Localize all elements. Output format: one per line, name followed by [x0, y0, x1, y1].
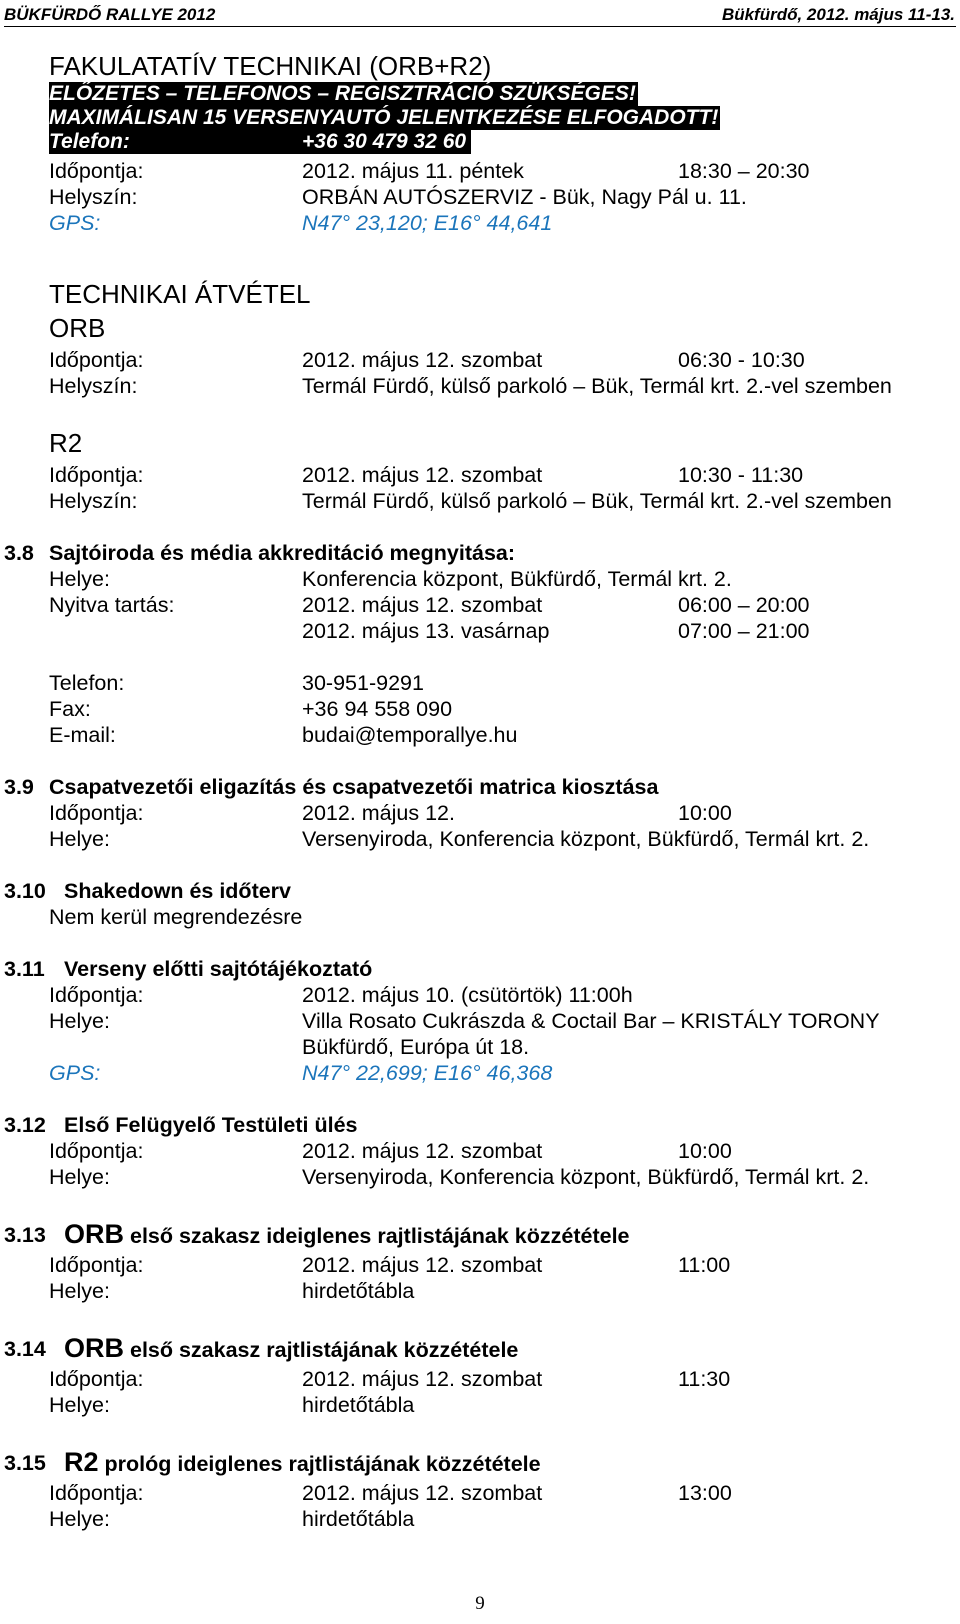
place-value: Versenyiroda, Konferencia központ, Bükfürdő, Termál krt. 2. — [302, 1165, 870, 1189]
section-number: 3.13 — [4, 1223, 46, 1247]
section-title-text: első szakasz rajtlistájának közzététele — [129, 1338, 519, 1362]
orb-time-date: 2012. május 12. szombat — [302, 348, 543, 372]
section-number: 3.10 — [4, 879, 46, 903]
section-title — [64, 1446, 541, 1480]
section-number: 3.9 — [4, 775, 34, 799]
time-date: 2012. május 11. péntek — [302, 159, 524, 183]
open-date-2: 2012. május 13. vasárnap — [302, 619, 550, 643]
time-label: Időpontja: — [49, 1481, 144, 1505]
technikai-title: TECHNIKAI ÁTVÉTEL — [49, 279, 311, 309]
r2-place-value: Termál Fürdő, külső parkoló – Bük, Termál krt. 2.-vel szemben — [302, 489, 892, 513]
orb-heading: ORB — [49, 313, 106, 343]
section-title: Shakedown és időterv — [64, 879, 292, 903]
r2-time-date: 2012. május 12. szombat — [302, 463, 543, 487]
open-hours-1: 06:00 – 20:00 — [678, 593, 810, 617]
place-label: Helye: — [49, 567, 110, 591]
phone-label: Telefon: — [49, 130, 130, 153]
section-title: Verseny előtti sajtótájékoztató — [64, 957, 373, 981]
place-label: Helye: — [49, 1507, 110, 1531]
gps-label: GPS: — [49, 1061, 101, 1085]
orb-place-value: Termál Fürdő, külső parkoló – Bük, Termál krt. 2.-vel szemben — [302, 374, 892, 398]
r2-time-label: Időpontja: — [49, 463, 144, 487]
orb-time-hours: 06:30 - 10:30 — [678, 348, 805, 372]
place-label: Helye: — [49, 1009, 110, 1033]
section-title — [64, 1218, 630, 1252]
section-title: Sajtóiroda és média akkreditáció megnyitása: — [49, 541, 516, 565]
time-label: Időpontja: — [49, 801, 144, 825]
gps-label: GPS: — [49, 211, 101, 235]
time-value: 2012. május 10. (csütörtök) 11:00h — [302, 983, 633, 1007]
time-hours: 10:00 — [678, 801, 732, 825]
orb-time-label: Időpontja: — [49, 348, 144, 372]
section-number: 3.14 — [4, 1337, 46, 1361]
place-value: hirdetőtábla — [302, 1279, 415, 1303]
time-date: 2012. május 12. szombat — [302, 1139, 543, 1163]
time-date: 2012. május 12. szombat — [302, 1253, 543, 1277]
limit-banner: MAXIMÁLISAN 15 VERSENYAUTÓ JELENTKEZÉSE ELFOGADOTT! — [49, 106, 719, 129]
fax-value: +36 94 558 090 — [302, 697, 453, 721]
place-label: Helye: — [49, 1165, 110, 1189]
time-date: 2012. május 12. szombat — [302, 1481, 543, 1505]
time-label: Időpontja: — [49, 983, 144, 1007]
section-title-text: első szakasz ideiglenes rajtlistájának közzététele — [129, 1224, 630, 1248]
registration-banner: ELŐZETES – TELEFONOS – REGISZTRÁCIÓ SZÜKSÉGES! — [49, 82, 636, 105]
phone-value: 30-951-9291 — [302, 671, 424, 695]
time-hours: 10:00 — [678, 1139, 732, 1163]
r2-time-hours: 10:30 - 11:30 — [678, 463, 804, 487]
place-value: Versenyiroda, Konferencia központ, Bükfürdő, Termál krt. 2. — [302, 827, 870, 851]
open-label: Nyitva tartás: — [49, 593, 175, 617]
place-label: Helyszín: — [49, 185, 138, 209]
place-value: hirdetőtábla — [302, 1507, 415, 1531]
time-label: Időpontja: — [49, 1139, 144, 1163]
r2-heading: R2 — [49, 428, 83, 458]
section-title — [64, 1332, 518, 1366]
time-label: Időpontja: — [49, 1253, 144, 1277]
gps-value: N47° 22,699; E16° 46,368 — [302, 1061, 553, 1085]
place-label: Helye: — [49, 1279, 110, 1303]
section-title: Csapatvezetői eligazítás és csapatvezetői matrica kiosztása — [49, 775, 659, 799]
place-line-1: Villa Rosato Cukrászda & Coctail Bar – KRISTÁLY TORONY — [302, 1009, 880, 1033]
time-hours: 11:00 — [678, 1253, 731, 1277]
section-number: 3.11 — [4, 957, 45, 981]
r2-place-label: Helyszín: — [49, 489, 138, 513]
section-number: 3.15 — [4, 1451, 46, 1475]
orb-place-label: Helyszín: — [49, 374, 138, 398]
open-hours-2: 07:00 – 21:00 — [678, 619, 810, 643]
time-label: Időpontja: — [49, 1367, 144, 1391]
gps-value: N47° 23,120; E16° 44,641 — [302, 211, 553, 235]
place-value: ORBÁN AUTÓSZERVIZ - Bük, Nagy Pál u. 11. — [302, 185, 747, 209]
class-label: ORB — [64, 1333, 124, 1363]
phone-banner — [49, 130, 471, 154]
time-date: 2012. május 12. szombat — [302, 1367, 543, 1391]
phone-value: +36 30 479 32 60 — [302, 130, 467, 153]
section-title-text: prológ ideiglenes rajtlistájának közzététele — [104, 1452, 541, 1476]
header-left: BÜKFÜRDŐ RALLYE 2012 — [4, 5, 216, 24]
email-link[interactable]: budai@temporallye.hu — [302, 723, 518, 747]
email-label: E-mail: — [49, 723, 116, 747]
place-line-2: Bükfürdő, Európa út 18. — [302, 1035, 530, 1059]
section-title: Első Felügyelő Testületi ülés — [64, 1113, 358, 1137]
open-date-1: 2012. május 12. szombat — [302, 593, 543, 617]
section-number: 3.8 — [4, 541, 34, 565]
phone-label: Telefon: — [49, 671, 125, 695]
place-label: Helye: — [49, 827, 110, 851]
section-number: 3.12 — [4, 1113, 46, 1137]
time-date: 2012. május 12. — [302, 801, 455, 825]
time-hours: 18:30 – 20:30 — [678, 159, 810, 183]
class-label: ORB — [64, 1219, 124, 1249]
time-hours: 13:00 — [678, 1481, 732, 1505]
fax-label: Fax: — [49, 697, 91, 721]
time-hours: 11:30 — [678, 1367, 731, 1391]
section-text: Nem kerül megrendezésre — [49, 905, 303, 929]
place-value: hirdetőtábla — [302, 1393, 415, 1417]
place-label: Helye: — [49, 1393, 110, 1417]
class-label: R2 — [64, 1447, 99, 1477]
fakultativ-title: FAKULATATÍV TECHNIKAI (ORB+R2) — [49, 51, 492, 81]
page-number: 9 — [475, 1593, 485, 1614]
header-right: Bükfürdő, 2012. május 11-13. — [721, 5, 955, 24]
time-label: Időpontja: — [49, 159, 144, 183]
place-value: Konferencia központ, Bükfürdő, Termál krt. 2. — [302, 567, 732, 591]
header-divider — [4, 26, 956, 27]
